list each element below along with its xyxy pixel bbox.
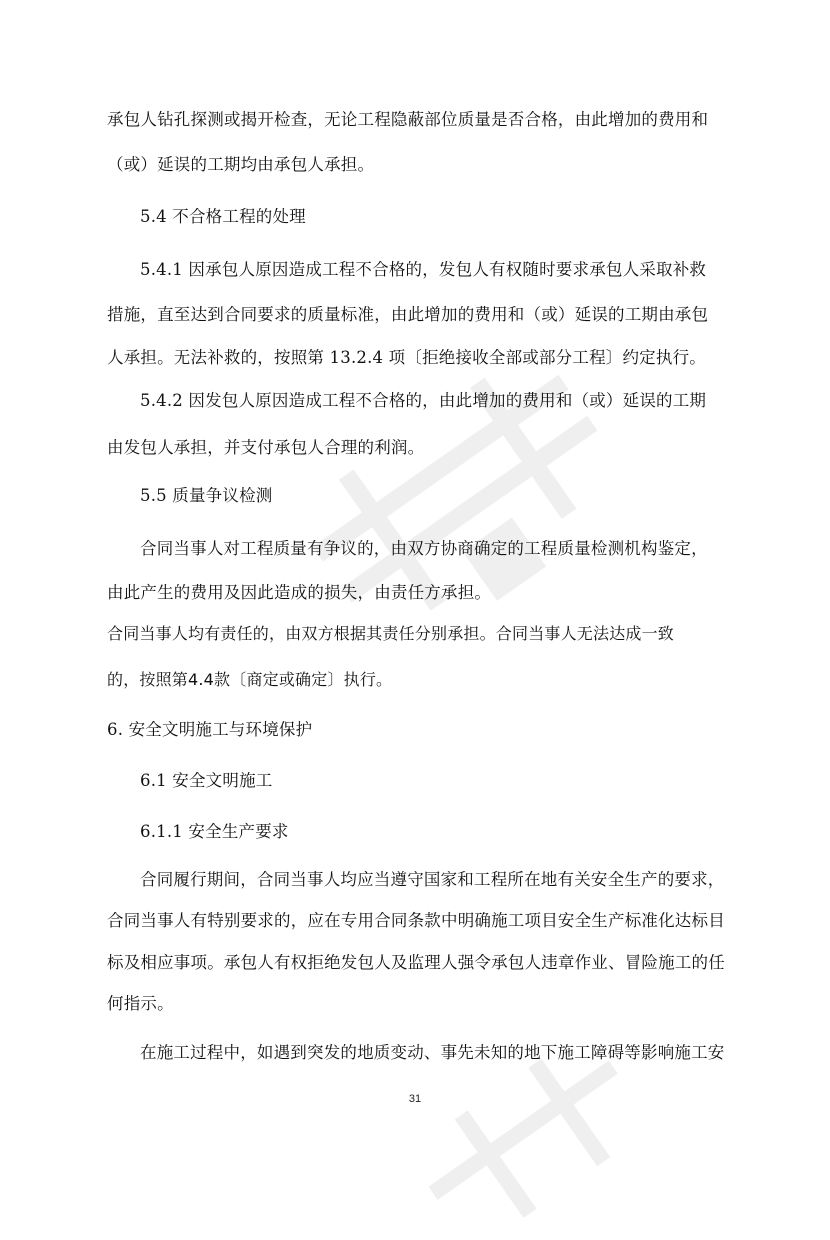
paragraph-line: 承包人钻孔探测或揭开检查，无论工程隐蔽部位质量是否合格，由此增加的费用和 <box>107 110 709 129</box>
paragraph-line: 由发包人承担，并支付承包人合理的利润。 <box>107 438 425 457</box>
paragraph-line: 5.4.1 因承包人原因造成工程不合格的，发包人有权随时要求承包人采取补救 <box>140 260 707 279</box>
section-heading: 6.1 安全文明施工 <box>140 771 273 790</box>
section-heading: 5.5 质量争议检测 <box>140 486 273 505</box>
subsection-heading: 6.1.1 安全生产要求 <box>140 822 289 841</box>
paragraph-line: 措施，直至达到合同要求的质量标准，由此增加的费用和（或）延误的工期由承包 <box>107 305 709 324</box>
paragraph-line: 人承担。无法补救的，按照第 13.2.4 项〔拒绝接收全部或部分工程〕约定执行。 <box>107 348 706 367</box>
paragraph-line: 合同履行期间，合同当事人均应当遵守国家和工程所在地有关安全生产的要求， <box>140 870 725 889</box>
paragraph-line: 5.4.2 因发包人原因造成工程不合格的，由此增加的费用和（或）延误的工期 <box>140 391 707 410</box>
paragraph-line: 在施工过程中，如遇到突发的地质变动、事先未知的地下施工障碍等影响施工安 <box>140 1043 725 1062</box>
watermark-graphic-bottom <box>380 1040 680 1240</box>
paragraph-line: 的，按照第4.4款〔商定或确定〕执行。 <box>107 670 393 689</box>
paragraph-line: 合同当事人有特别要求的，应在专用合同条款中明确施工项目安全生产标准化达标目 <box>107 911 725 930</box>
paragraph-line: 标及相应事项。承包人有权拒绝发包人及监理人强令承包人违章作业、冒险施工的任 <box>107 953 725 972</box>
paragraph-line: 合同当事人均有责任的，由双方根据其责任分别承担。合同当事人无法达成一致 <box>107 624 675 643</box>
section-heading: 5.4 不合格工程的处理 <box>140 207 306 226</box>
paragraph-line: 合同当事人对工程质量有争议的，由双方协商确定的工程质量检测机构鉴定， <box>140 539 708 558</box>
paragraph-line: 何指示。 <box>107 994 174 1013</box>
chapter-heading: 6. 安全文明施工与环境保护 <box>107 720 313 739</box>
paragraph-line: （或）延误的工期均由承包人承担。 <box>107 155 375 174</box>
paragraph-line: 由此产生的费用及因此造成的损失，由责任方承担。 <box>107 583 492 602</box>
page-number: 31 <box>408 1093 422 1105</box>
